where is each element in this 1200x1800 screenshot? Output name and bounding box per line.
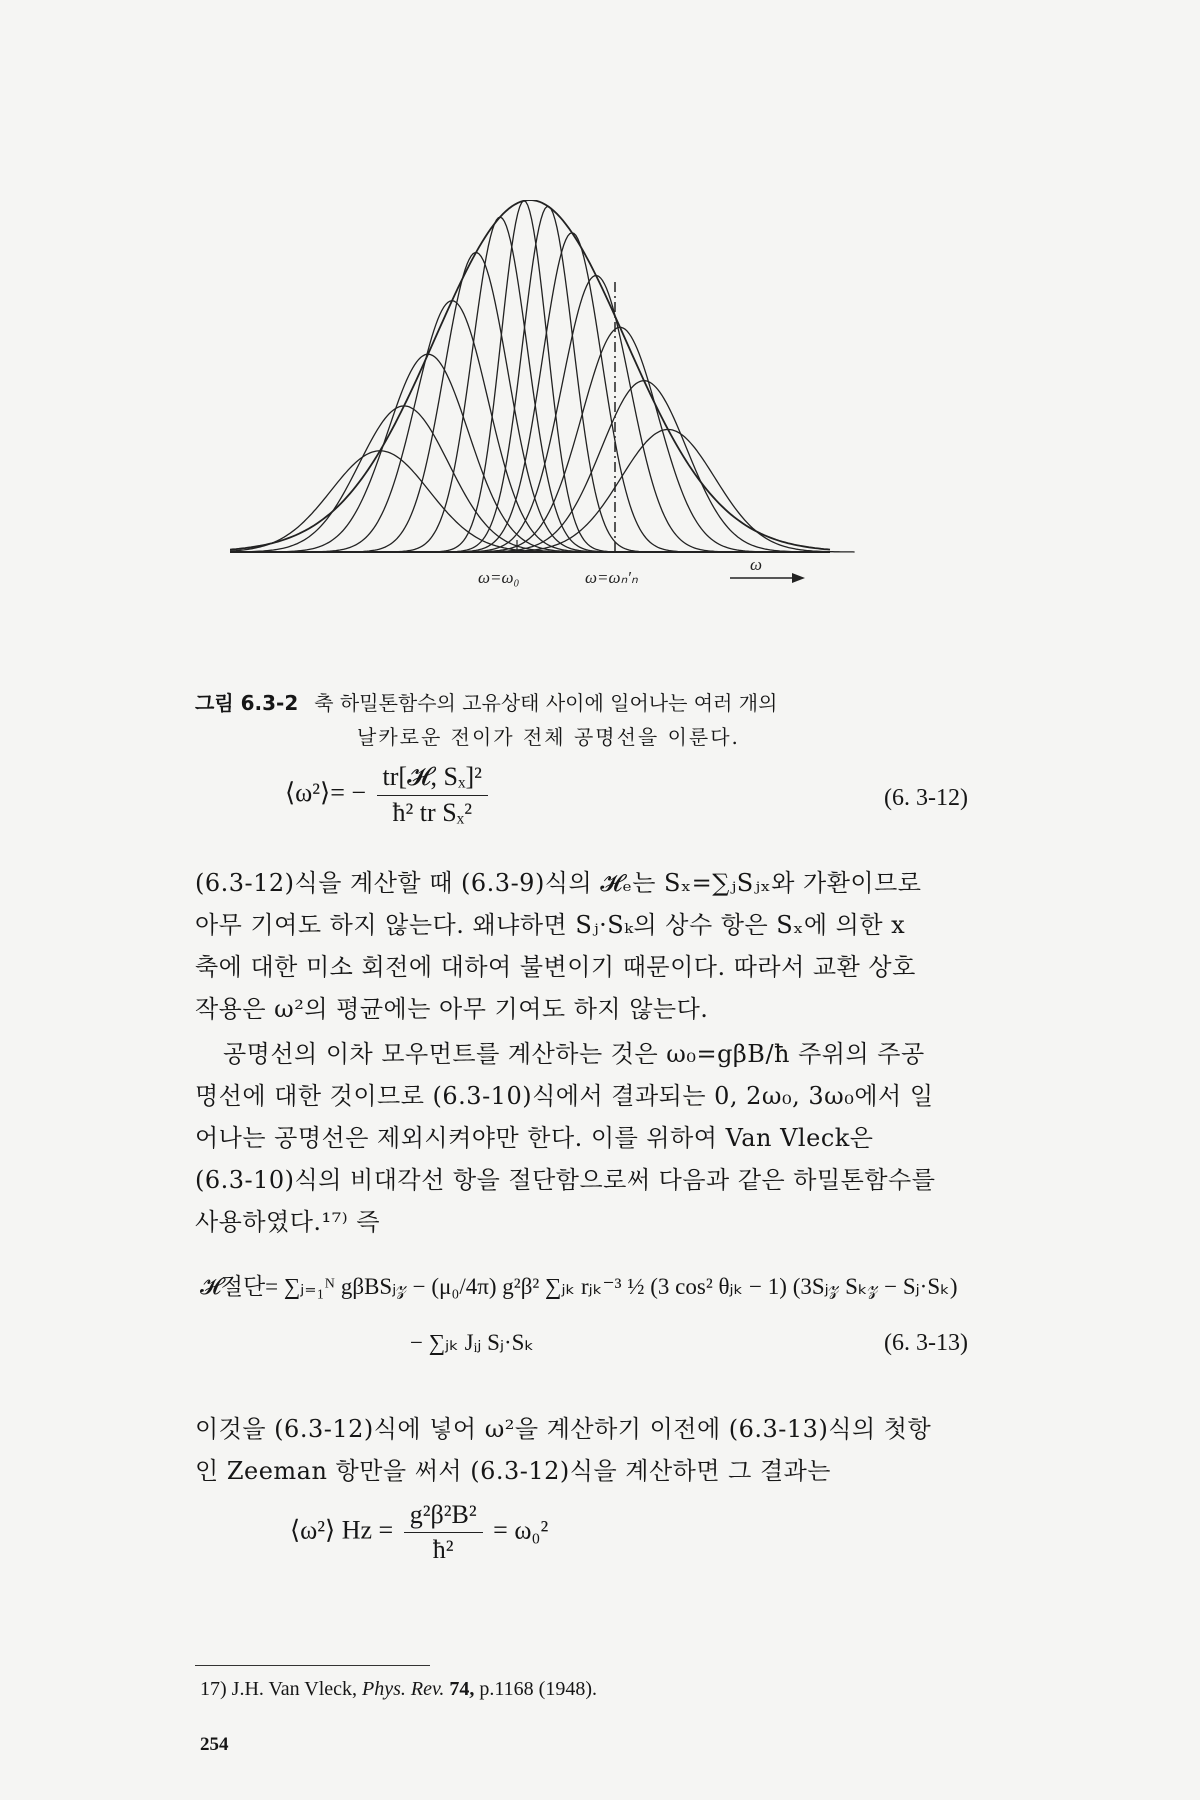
- page-number: 254: [200, 1734, 229, 1755]
- equation-number-6-3-13: (6. 3-13): [884, 1330, 968, 1356]
- para1-line2: 아무 기여도 하지 않는다. 왜냐하면 Sⱼ·Sₖ의 상수 항은 Sₓ에 의한 x: [195, 911, 906, 939]
- caption-number: 그림 6.3-2: [195, 691, 299, 715]
- para3-line2: 인 Zeeman 항만을 써서 (6.3-12)식을 계산하면 그 결과는: [195, 1457, 831, 1485]
- resonance-lines-figure: [230, 200, 960, 680]
- para1-line3: 축에 대한 미소 회전에 대하여 불변이기 때문이다. 따라서 교환 상호: [195, 953, 916, 981]
- resonance-line-6: [390, 217, 608, 552]
- resonance-line-9: [454, 233, 690, 552]
- label-omega-axis: ω: [750, 555, 763, 574]
- resonance-lines-plot: [230, 200, 960, 680]
- eq12-lhs: ⟨ω²⟩= −: [285, 777, 367, 807]
- footnote-17: [200, 1678, 597, 1701]
- label-omega-omega0: ω=ω₀: [478, 568, 520, 587]
- para2-line1: 공명선의 이차 모우먼트를 계산하는 것은 ω₀=gβB/ħ 주위의 주공: [223, 1040, 925, 1068]
- footnote-journal: Phys. Rev.: [362, 1678, 445, 1700]
- equation-6-3-12: [285, 762, 492, 828]
- resonance-line-8: [447, 207, 647, 552]
- resonance-line-5: [349, 253, 601, 552]
- paragraph-second-moment: [195, 1033, 1015, 1243]
- para3-line1: 이것을 (6.3-12)식에 넣어 ω²을 계산하기 이전에 (6.3-13)식의 첫항: [195, 1415, 932, 1443]
- footnote-rule: [195, 1665, 430, 1666]
- resonance-line-4: [308, 301, 596, 552]
- para1-line4: 작용은 ω²의 평균에는 아무 기여도 하지 않는다.: [195, 995, 709, 1023]
- zeeman-denominator: ħ²: [432, 1535, 454, 1564]
- para1-line1: (6.3-12)식을 계산할 때 (6.3-9)식의 𝓗ₑ는 Sₓ=∑ⱼSⱼₓ와 가환이므로: [195, 869, 922, 897]
- label-omega-omega-n: ω=ωₙ′ₙ: [585, 568, 638, 587]
- eq12-numerator: tr[𝓗, Sₓ]²: [377, 762, 488, 796]
- resonance-line-7: [432, 201, 616, 552]
- omega-arrow-head: [792, 573, 805, 583]
- resonance-line-11: [467, 327, 771, 552]
- eq12-denominator: ħ² tr Sₓ²: [392, 798, 472, 827]
- resonance-line-12: [474, 381, 814, 552]
- para2-line5: 사용하였다.¹⁷⁾ 즉: [195, 1208, 380, 1236]
- equation-6-3-13-line1: 𝓗절단= ∑ⱼ₌₁ᴺ gβBSⱼ𝓏 − (μ₀/4π) g²β² ∑ⱼₖ rⱼₖ⁻³ ½ (3 cos² θⱼₖ − 1) (3Sⱼ𝓏 Sₖ𝓏 − Sⱼ·Sₖ): [200, 1274, 958, 1299]
- footnote-volume: 74,: [449, 1678, 475, 1700]
- para2-line3: 어나는 공명선은 제외시켜야만 한다. 이를 위하여 Van Vleck은: [195, 1124, 874, 1152]
- paragraph-zeeman: [195, 1408, 1015, 1492]
- caption-line1: 축 하밀톤함수의 고유상태 사이에 일어나는 여러 개의: [314, 691, 778, 715]
- figure-caption: [195, 686, 995, 754]
- para2-line4: (6.3-10)식의 비대각선 항을 절단함으로써 다음과 같은 하밀톤함수를: [195, 1166, 936, 1194]
- equation-number-6-3-12: (6. 3-12): [884, 785, 968, 811]
- caption-line2: 날카로운 전이가 전체 공명선을 이룬다.: [357, 725, 740, 749]
- paragraph-commutation: [195, 862, 1015, 1030]
- zeeman-fraction: [404, 1500, 483, 1565]
- para2-line2: 명선에 대한 것이므로 (6.3-10)식에서 결과되는 0, 2ω₀, 3ω₀에서 일: [195, 1082, 934, 1110]
- zeeman-rhs: = ω₀²: [493, 1515, 549, 1545]
- resonance-line-2: [230, 406, 581, 552]
- equation-zeeman: [290, 1500, 548, 1565]
- envelope-curve: [230, 200, 830, 550]
- footnote-marker: 17): [200, 1678, 227, 1700]
- footnote-pages: p.1168 (1948).: [479, 1678, 597, 1700]
- zeeman-lhs: ⟨ω²⟩ Hz =: [290, 1515, 394, 1545]
- resonance-line-3: [267, 354, 589, 552]
- footnote-author: J.H. Van Vleck,: [231, 1678, 358, 1700]
- equation-6-3-13-line2: − ∑ⱼₖ Jᵢⱼ Sⱼ·Sₖ: [410, 1330, 535, 1355]
- eq12-fraction: [377, 762, 488, 828]
- zeeman-numerator: g²β²B²: [404, 1500, 483, 1533]
